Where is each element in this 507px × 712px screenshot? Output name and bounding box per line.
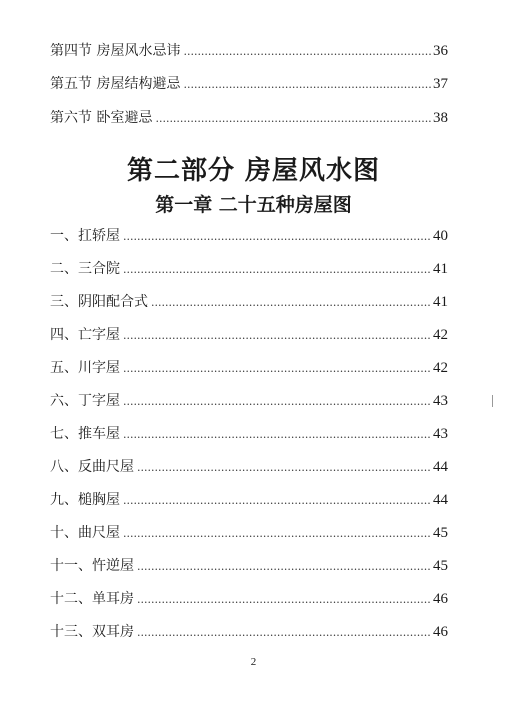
toc-leader-dots xyxy=(155,108,431,130)
toc-entry-page: 36 xyxy=(433,43,448,59)
toc-entry-page: 46 xyxy=(433,591,448,607)
toc-entry-page: 38 xyxy=(433,110,448,126)
toc-entry-page: 41 xyxy=(433,294,448,310)
toc-entry xyxy=(50,107,448,129)
toc-entry xyxy=(50,423,448,445)
toc-entry-label: 三、阴阳配合式 xyxy=(50,294,148,310)
toc-leader-dots xyxy=(123,424,431,446)
toc-leader-dots xyxy=(183,74,431,96)
toc-entry xyxy=(50,324,448,346)
toc-entry-label: 二、三合院 xyxy=(50,261,120,277)
toc-entry-page: 43 xyxy=(433,393,448,409)
toc-entry-page: 42 xyxy=(433,327,448,343)
toc-entry-page: 44 xyxy=(433,459,448,475)
toc-entry-label: 第五节 房屋结构避忌 xyxy=(50,76,181,92)
toc-entry-label: 一、扛轿屋 xyxy=(50,228,120,244)
chapter-title: 第一章 二十五种房屋图 xyxy=(155,194,352,216)
scan-artifact-mark xyxy=(492,395,493,407)
toc-entry-label: 六、丁字屋 xyxy=(50,393,120,409)
toc-entry xyxy=(50,258,448,280)
toc-entry-label: 八、反曲尺屋 xyxy=(50,459,134,475)
toc-entry xyxy=(50,621,448,643)
toc-entry-label: 十二、单耳房 xyxy=(50,591,134,607)
toc-entry-page: 40 xyxy=(433,228,448,244)
toc-leader-dots xyxy=(123,358,431,380)
toc-leader-dots xyxy=(137,556,431,578)
toc-entry xyxy=(50,390,448,412)
toc-entry-page: 43 xyxy=(433,426,448,442)
toc-leader-dots xyxy=(123,226,431,248)
toc-entry xyxy=(50,456,448,478)
toc-leader-dots xyxy=(123,490,431,512)
toc-entry-label: 五、川字屋 xyxy=(50,360,120,376)
toc-leader-dots xyxy=(137,622,431,644)
toc-entry-page: 46 xyxy=(433,624,448,640)
toc-entry-page: 42 xyxy=(433,360,448,376)
toc-entry-page: 44 xyxy=(433,492,448,508)
part-title: 第二部分 房屋风水图 xyxy=(126,156,381,186)
toc-leader-dots xyxy=(123,523,431,545)
toc-entry-page: 45 xyxy=(433,525,448,541)
toc-entry xyxy=(50,225,448,247)
toc-leader-dots xyxy=(137,589,431,611)
toc-entry xyxy=(50,357,448,379)
toc-entry-label: 十三、双耳房 xyxy=(50,624,134,640)
toc-entry-page: 41 xyxy=(433,261,448,277)
toc-entry-page: 45 xyxy=(433,558,448,574)
toc-leader-dots xyxy=(123,391,431,413)
toc-leader-dots xyxy=(151,292,431,314)
toc-entry-page: 37 xyxy=(433,76,448,92)
toc-leader-dots xyxy=(123,259,431,281)
toc-entry xyxy=(50,522,448,544)
toc-entry-label: 第六节 卧室避忌 xyxy=(50,110,153,126)
toc-entry xyxy=(50,588,448,610)
toc-leader-dots xyxy=(183,41,431,63)
toc-entry-label: 四、亡字屋 xyxy=(50,327,120,343)
toc-entry xyxy=(50,489,448,511)
toc-entry xyxy=(50,73,448,95)
toc-entry xyxy=(50,40,448,62)
toc-entry-label: 第四节 房屋风水忌讳 xyxy=(50,43,181,59)
toc-entry-label: 十一、忤逆屋 xyxy=(50,558,134,574)
page-number: 2 xyxy=(250,656,257,668)
toc-entry xyxy=(50,555,448,577)
toc-leader-dots xyxy=(137,457,431,479)
toc-leader-dots xyxy=(123,325,431,347)
toc-entry-label: 九、槌胸屋 xyxy=(50,492,120,508)
toc-entry-label: 七、推车屋 xyxy=(50,426,120,442)
toc-entry xyxy=(50,291,448,313)
toc-entry-label: 十、曲尺屋 xyxy=(50,525,120,541)
